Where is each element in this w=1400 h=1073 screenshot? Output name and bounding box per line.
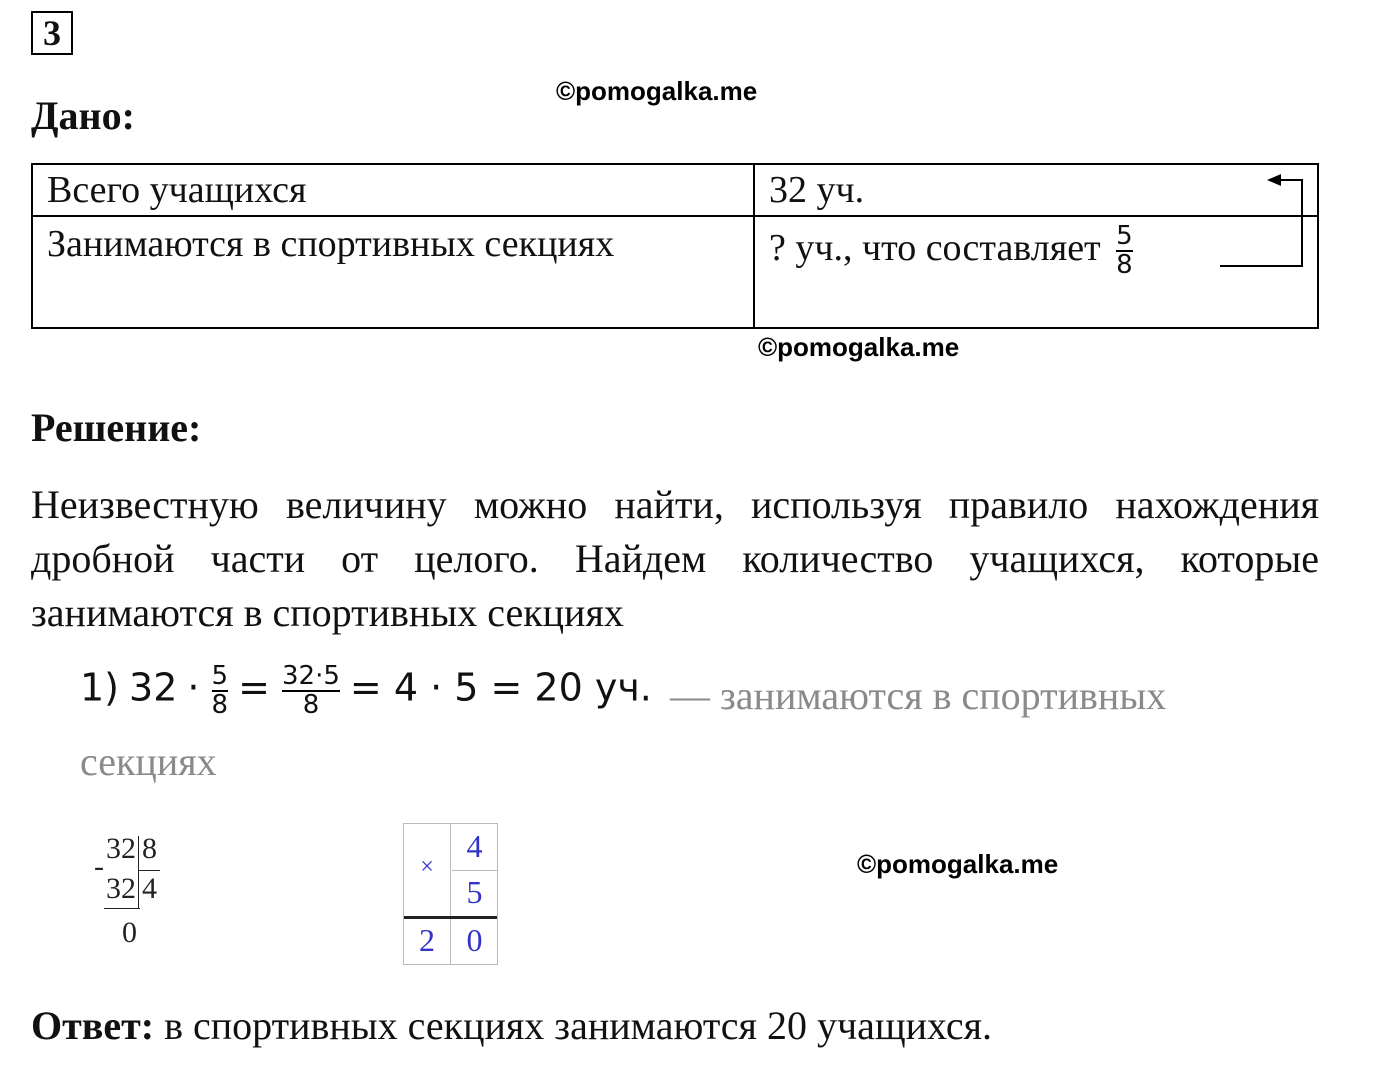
given-value-prefix: ? уч., что составляет <box>769 227 1101 270</box>
given-table <box>31 163 1319 329</box>
div-divisor: 8 <box>142 832 157 865</box>
mul-a: 4 <box>466 828 483 864</box>
step-f1-num: 5 <box>211 661 229 691</box>
answer <box>31 1002 992 1049</box>
watermark-1: ©pomogalka.me <box>556 76 758 106</box>
column-multiplication <box>403 823 498 965</box>
multiply-sign-icon: × <box>420 854 434 880</box>
mul-r2: 0 <box>466 922 483 958</box>
div-dividend: 32 <box>106 832 136 865</box>
step-comment: — занимаются в спортивных секциях <box>80 673 1167 784</box>
mul-b: 5 <box>466 874 483 910</box>
step-a: 32 <box>129 665 178 710</box>
watermark-2: ©pomogalka.me <box>758 332 960 362</box>
step-f1-den: 8 <box>211 690 229 721</box>
task-number: 3 <box>31 11 73 55</box>
step-rest: = 4 · 5 = 20 уч. <box>349 665 652 710</box>
step-number: 1) <box>80 665 120 710</box>
answer-text: в спортивных секциях занимаются 20 учащихся. <box>164 1003 993 1048</box>
given-fraction <box>1116 223 1133 280</box>
solution-step: 1) 32 · $\frac{5}{8}$ = $\frac{32\cdot 5}{8}$ = 4 · 5 = 20 уч. <box>80 661 652 721</box>
div-vline <box>138 836 139 908</box>
div-quotient: 4 <box>142 872 157 905</box>
div-remainder: 0 <box>122 916 137 949</box>
given-label-sports: Занимаются в спортивных секциях <box>32 216 754 328</box>
step-f2-num: 32·5 <box>282 661 340 691</box>
minus-sign: - <box>94 850 104 883</box>
given-heading: Дано: <box>31 93 135 138</box>
watermark-3: ©pomogalka.me <box>857 849 1059 879</box>
div-underline <box>104 908 140 909</box>
answer-label: Ответ: <box>31 1003 155 1048</box>
given-frac-den: 8 <box>1116 250 1133 281</box>
given-value-total: 32 уч. <box>754 164 1318 216</box>
solution-heading: Решение: <box>31 405 202 450</box>
given-label-total: Всего учащихся <box>32 164 754 216</box>
div-subtrahend: 32 <box>106 872 136 905</box>
solution-text: Неизвестную величину можно найти, используя правило нахождения дробной части от целого. Найдем количество учащихся, которые занимаются в спортивных секциях <box>31 482 1319 635</box>
mul-r1: 2 <box>419 922 435 958</box>
div-hline <box>138 870 160 871</box>
given-frac-num: 5 <box>1116 221 1133 251</box>
link-arrow-icon <box>1215 170 1315 275</box>
step-f2-den: 8 <box>302 690 320 721</box>
